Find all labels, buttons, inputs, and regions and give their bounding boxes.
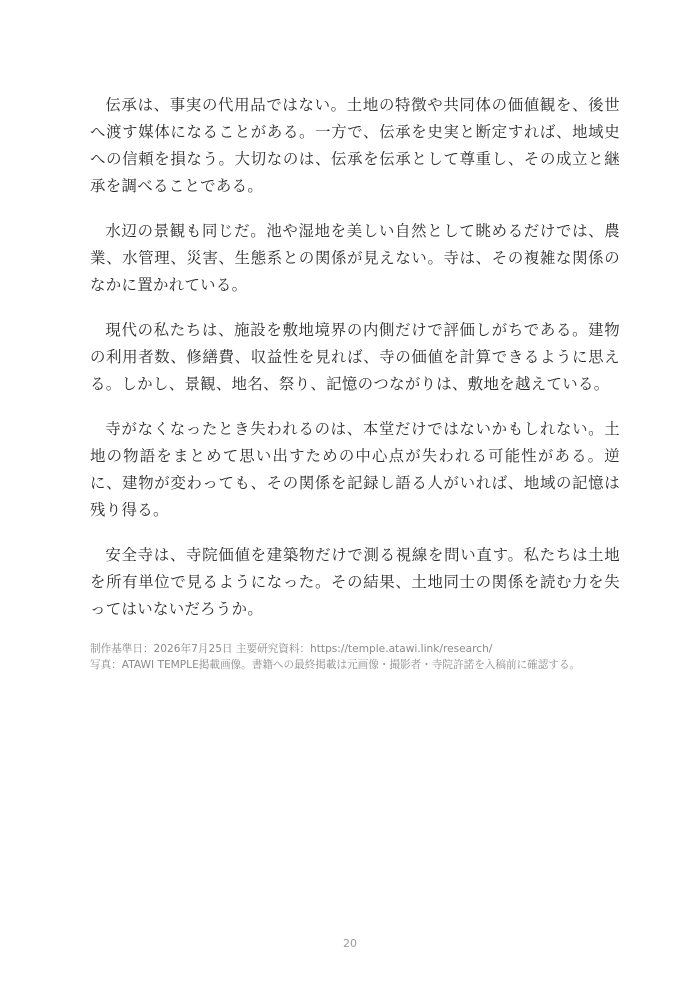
paragraph-5: 安全寺は、寺院価値を建築物だけで測る視線を問い直す。私たちは土地を所有単位で見るようになった。その結果、土地同士の関係を読む力を失ってはいないだろうか。 bbox=[90, 546, 620, 618]
page-number: 20 bbox=[343, 937, 357, 950]
paragraph-2: 水辺の景観も同じだ。池や湿地を美しい自然として眺めるだけでは、農業、水管理、災害、生態系との関係が見えない。寺は、その複雑な関係のなかに置かれている。 bbox=[90, 222, 620, 294]
paragraph-4: 寺がなくなったとき失われるのは、本堂だけではないかもしれない。土地の物語をまとめて思い出すための中心点が失われる可能性がある。逆に、建物が変わっても、その関係を記録し語る人がいれば、地域の記憶は残り得る。 bbox=[90, 420, 620, 519]
paragraph-3: 現代の私たちは、施設を敷地境界の内側だけで評価しがちである。建物の利用者数、修繕費、収益性を見れば、寺の価値を計算できるように思える。しかし、景観、地名、祭り、記憶のつながりは、敷地を越えている。 bbox=[90, 321, 620, 393]
production-note: 制作基準日：2026年7月25日 主要研究資料：https://temple.atawi.link/research/ bbox=[90, 643, 493, 655]
footnotes bbox=[90, 641, 610, 673]
body-text bbox=[90, 92, 620, 641]
photo-credit-note: 写真：ATAWI TEMPLE掲載画像。書籍への最終掲載は元画像・撮影者・寺院許諾を入稿前に確認する。 bbox=[90, 659, 581, 671]
paragraph-1: 伝承は、事実の代用品ではない。土地の特徴や共同体の価値観を、後世へ渡す媒体になることがある。一方で、伝承を史実と断定すれば、地域史への信頼を損なう。大切なのは、伝承を伝承として尊重し、その成立と継承を調べることである。 bbox=[90, 96, 620, 195]
